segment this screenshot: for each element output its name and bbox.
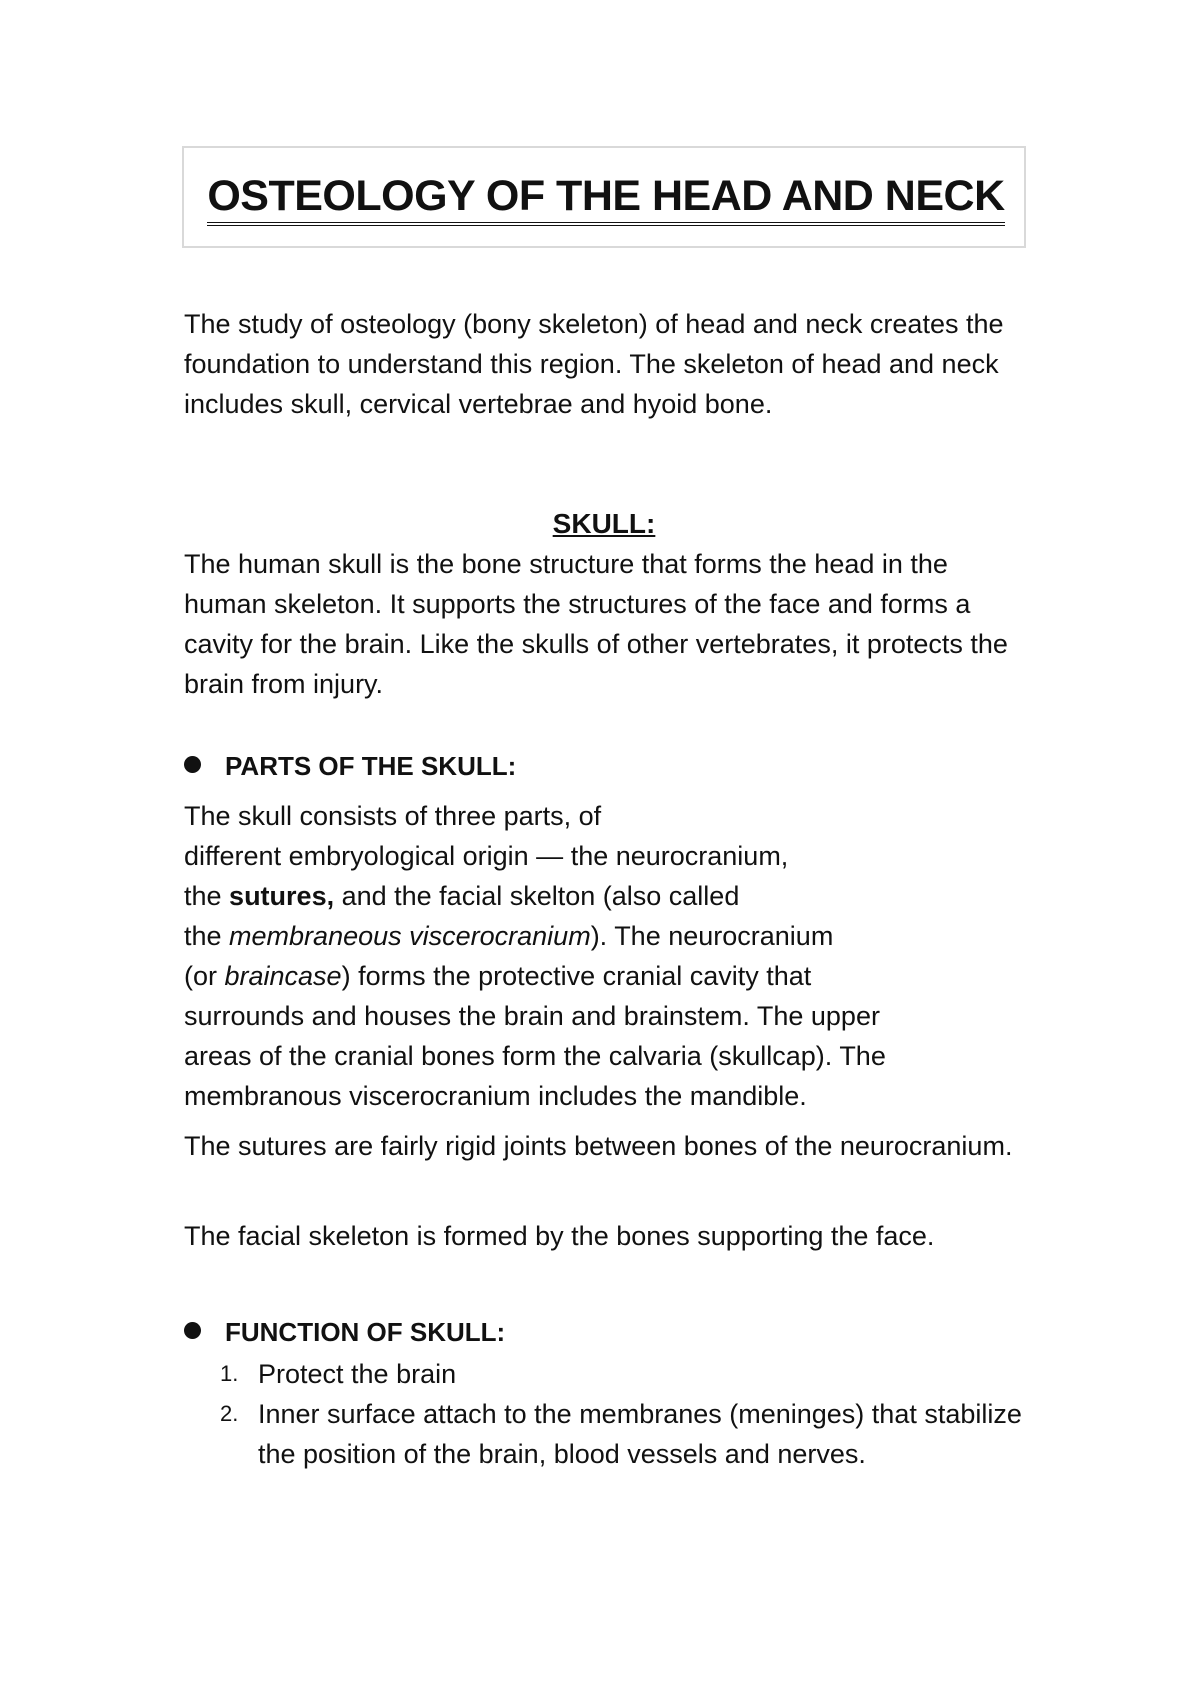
list-item bbox=[184, 1394, 1024, 1474]
document-title-text: OSTEOLOGY OF THE HEAD AND NECK bbox=[207, 172, 1004, 226]
list-number: 1. bbox=[220, 1361, 239, 1386]
function-heading bbox=[184, 1312, 1024, 1352]
parts-line-pre: the bbox=[184, 881, 230, 911]
parts-line: different embryological origin — the neurocranium, bbox=[184, 841, 789, 871]
skull-heading bbox=[184, 504, 1024, 544]
sutures-term: sutures, bbox=[229, 881, 335, 911]
title-box bbox=[182, 146, 1026, 248]
sutures-paragraph: The sutures are fairly rigid joints between bones of the neurocranium. bbox=[184, 1131, 1013, 1161]
list-item-text: Inner surface attach to the membranes (meninges) that stabilize the position of the brain, blood vessels and nerves. bbox=[258, 1399, 1022, 1469]
parts-line: membranous viscerocranium includes the mandible. bbox=[184, 1081, 807, 1111]
list-number: 2. bbox=[220, 1401, 239, 1426]
function-heading-text: FUNCTION OF SKULL: bbox=[225, 1317, 506, 1347]
intro-paragraph: The study of osteology (bony skeleton) of head and neck creates the foundation to understand this region. The skeleton of head and neck includes skull, cervical vertebrae and hyoid bone. bbox=[184, 309, 1004, 419]
parts-line-post: ) forms the protective cranial cavity that bbox=[341, 961, 812, 991]
list-item bbox=[184, 1354, 1024, 1394]
skull-paragraph: The human skull is the bone structure that forms the head in the human skeleton. It supports the structures of the face and forms a cavity for the brain. Like the skulls of other vertebrates, it protects the brain from injury. bbox=[184, 549, 1008, 699]
parts-line: The skull consists of three parts, of bbox=[184, 801, 602, 831]
parts-line: areas of the cranial bones form the calvaria (skullcap). The bbox=[184, 1041, 886, 1071]
parts-line-pre: (or bbox=[184, 961, 225, 991]
skull-heading-text: SKULL: bbox=[552, 508, 656, 539]
parts-line-post: ). The neurocranium bbox=[590, 921, 834, 951]
bullet-icon bbox=[184, 1322, 201, 1339]
facial-paragraph: The facial skeleton is formed by the bones supporting the face. bbox=[184, 1221, 935, 1251]
bullet-icon bbox=[184, 756, 201, 773]
document-title bbox=[184, 170, 1028, 222]
parts-line: surrounds and houses the brain and brainstem. The upper bbox=[184, 1001, 880, 1031]
parts-line-post: and the facial skelton (also called bbox=[334, 881, 740, 911]
parts-heading bbox=[184, 746, 1024, 786]
parts-line-pre: the bbox=[184, 921, 230, 951]
list-item-text: Protect the brain bbox=[258, 1359, 457, 1389]
parts-paragraph bbox=[184, 796, 1024, 1116]
braincase-term: braincase bbox=[224, 961, 342, 991]
function-list bbox=[184, 1354, 1024, 1474]
viscerocranium-term: membraneous viscerocranium bbox=[229, 921, 591, 951]
parts-heading-text: PARTS OF THE SKULL: bbox=[225, 751, 517, 781]
